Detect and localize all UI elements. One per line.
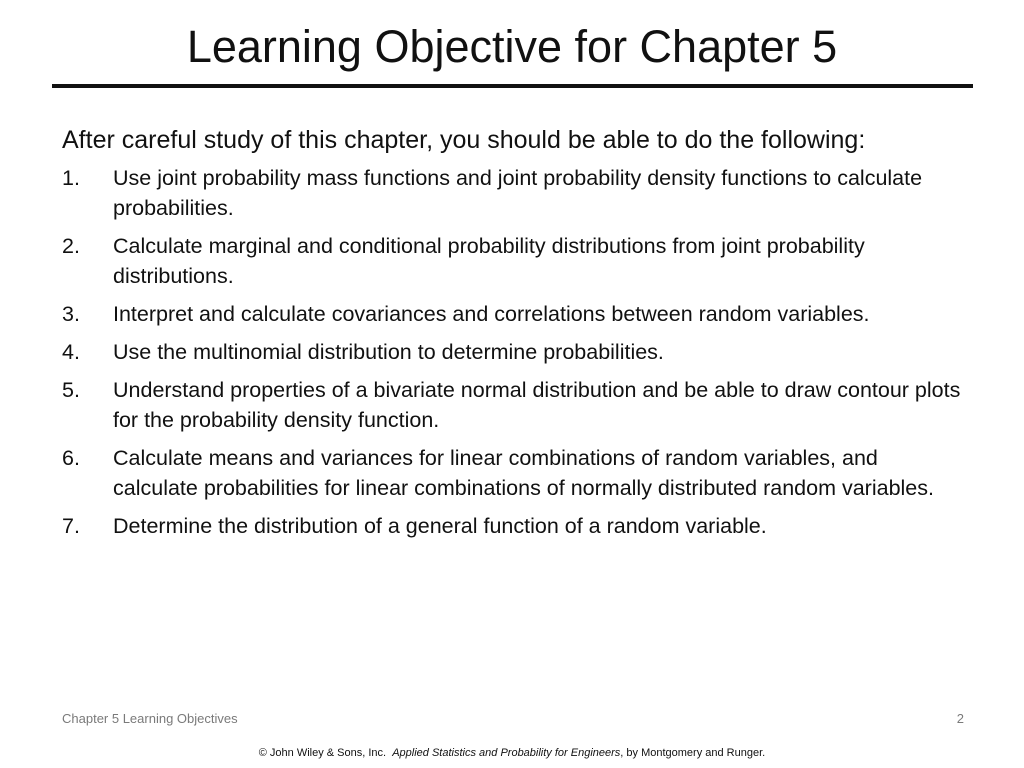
objective-number: 5. xyxy=(62,378,80,402)
objective-item xyxy=(62,375,962,435)
objective-item xyxy=(62,163,962,223)
objective-text: Determine the distribution of a general function of a random variable. xyxy=(113,514,767,538)
objective-item xyxy=(62,511,962,541)
objective-item xyxy=(62,231,962,291)
slide-body xyxy=(62,124,962,549)
objective-number: 7. xyxy=(62,514,80,538)
book-title: Applied Statistics and Probability for Engineers xyxy=(392,747,621,759)
objective-number: 6. xyxy=(62,446,80,470)
objective-text: Use joint probability mass functions and joint probability density functions to calculate probabilities. xyxy=(113,166,923,220)
objective-item xyxy=(62,299,962,329)
footer-section-label: Chapter 5 Learning Objectives xyxy=(62,711,238,726)
objective-text: Understand properties of a bivariate normal distribution and be able to draw contour plots for the probability density function. xyxy=(113,378,961,432)
objective-text: Calculate marginal and conditional probability distributions from joint probability distributions. xyxy=(113,234,865,288)
intro-text: After careful study of this chapter, you should be able to do the following: xyxy=(62,126,866,154)
copyright-prefix: © John Wiley & Sons, Inc. xyxy=(258,747,387,759)
objective-number: 3. xyxy=(62,302,80,326)
page-number: 2 xyxy=(956,711,964,726)
objective-text: Use the multinomial distribution to determine probabilities. xyxy=(113,340,664,364)
objective-item xyxy=(62,337,962,367)
objective-text: Calculate means and variances for linear combinations of random variables, and calculate probabilities for linear combinations of normally distributed random variables. xyxy=(113,446,934,500)
title-divider xyxy=(52,84,973,88)
objective-text: Interpret and calculate covariances and correlations between random variables. xyxy=(113,302,870,326)
objective-item xyxy=(62,443,962,503)
copyright-suffix: , by Montgomery and Runger. xyxy=(620,747,766,759)
copyright-notice xyxy=(0,747,1024,759)
objective-number: 1. xyxy=(62,166,80,190)
objective-number: 4. xyxy=(62,340,80,364)
objectives-list xyxy=(62,163,962,541)
slide-title: Learning Objective for Chapter 5 xyxy=(186,21,838,72)
objective-number: 2. xyxy=(62,234,80,258)
